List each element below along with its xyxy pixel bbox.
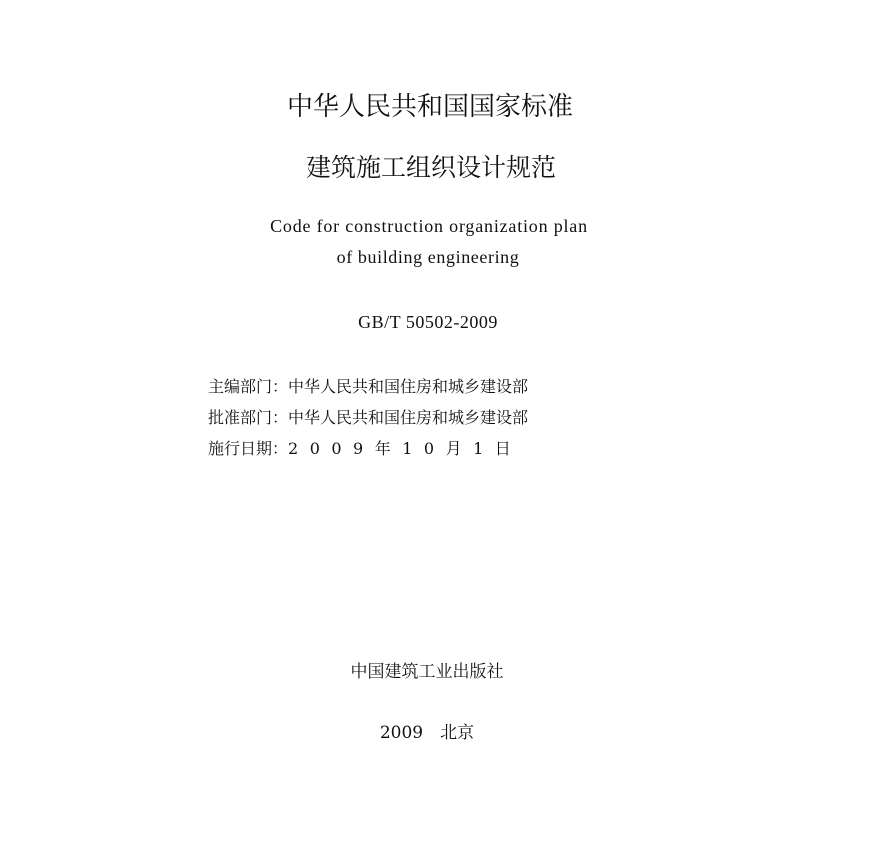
editor-department-row (208, 374, 528, 397)
effective-date-value: 2009年10月1日 (288, 439, 523, 458)
publisher-name: 中国建筑工业出版社 (350, 662, 504, 682)
standard-title-english-line1: Code for construction organization plan (270, 216, 588, 236)
publication-year-place: 2009 北京 (379, 723, 475, 743)
standard-title-chinese: 建筑施工组织设计规范 (305, 153, 556, 182)
standard-title-english-line2: of building engineering (336, 247, 520, 267)
editor-department-value: 中华人民共和国住房和城乡建设部 (288, 377, 529, 396)
effective-date-row (208, 436, 522, 459)
approver-department-row (208, 405, 528, 428)
standard-code: GB/T 50502-2009 (358, 312, 498, 332)
approver-department-label: 批准部门： (208, 408, 289, 427)
standard-category-title: 中华人民共和国国家标准 (286, 92, 573, 122)
effective-date-label: 施行日期： (208, 439, 289, 458)
editor-department-label: 主编部门： (208, 377, 289, 396)
approver-department-value: 中华人民共和国住房和城乡建设部 (288, 408, 529, 427)
